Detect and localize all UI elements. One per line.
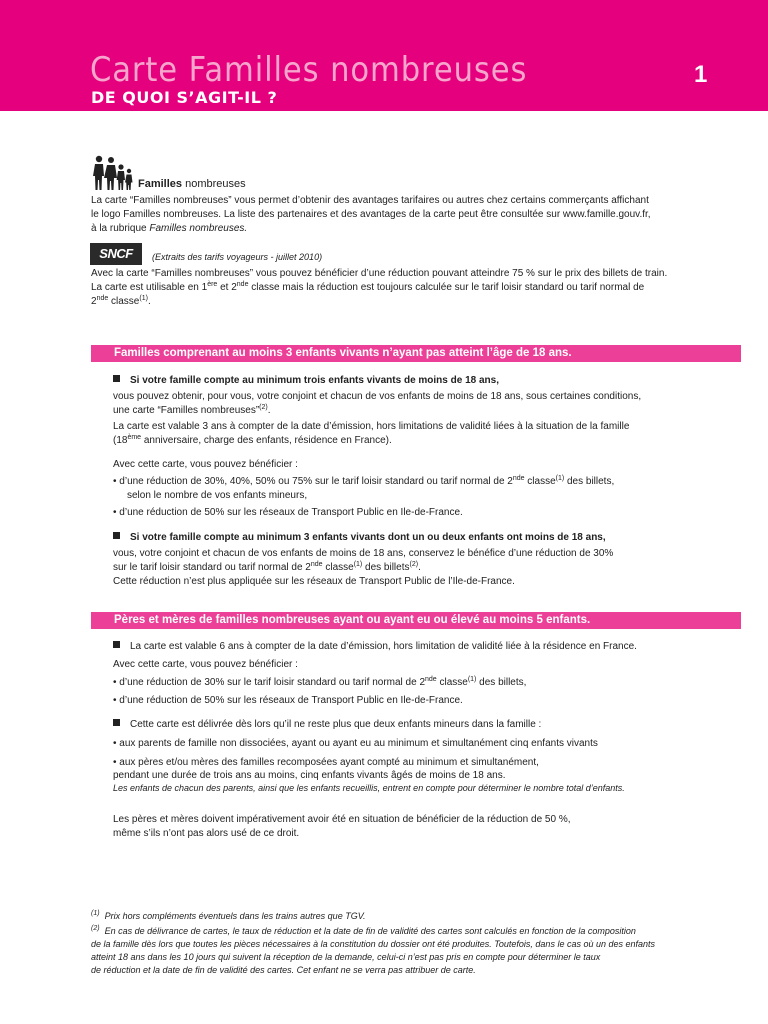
s2-para-4-line-1: Les pères et mères doivent impérativement avoir été en situation de bénéficier de la réduction de 50 %, (113, 814, 571, 825)
square-bullet-icon (113, 641, 120, 648)
s1-b1-line-5: Avec cette carte, vous pouvez bénéficier : (113, 459, 298, 470)
intro-line-1: La carte “Familles nombreuses” vous permet d’obtenir des avantages tarifaires ou autres chez certains commerçants affichant (91, 195, 649, 206)
s1-bullet-2-title: Si votre famille compte au minimum 3 enfants vivants dont un ou deux enfants ont moins de 18 ans, (113, 531, 606, 544)
s1-b1-item-1: • d’une réduction de 30%, 40%, 50% ou 75% sur le tarif loisir standard ou tarif normal de 2nde classe$^{(1)}$ des billets, (113, 475, 615, 487)
page-subtitle: DE QUOI S’AGIT-IL ? (91, 88, 278, 107)
familles-nombreuses-logo-icon (92, 155, 134, 191)
page-number: 1 (694, 61, 708, 88)
square-bullet-icon (113, 719, 120, 726)
square-bullet-icon (113, 375, 120, 382)
s2-para-1: La carte est valable 6 ans à compter de la date d’émission, hors limitation de validité liée à la résidence en France. (113, 640, 637, 653)
intro-line-2: le logo Familles nombreuses. La liste des partenaires et des avantages de la carte peut être consultée sur www.famille.gouv.fr, (91, 209, 651, 220)
s1-b1-item-1-line-2: selon le nombre de vos enfants mineurs, (127, 490, 308, 501)
s1-b1-line-2: une carte “Familles nombreuses”$^{(2)}$. (113, 404, 271, 416)
footnote-2-line-3: atteint 18 ans dans les 10 jours qui suivent la réception de la demande, celui-ci n’est pas pris en compte pour déterminer le taux (91, 952, 601, 962)
footnote-2-line-1: $^{(2)}$ En cas de délivrance de cartes, le taux de réduction et la date de fin de validité des cartes sont calculés en fonction de la composition (91, 925, 636, 936)
sncf-line-3: 2nde classe$^{(1)}$. (91, 295, 151, 307)
header-band (0, 0, 768, 111)
familles-nombreuses-logo-label: Familles nombreuses (138, 178, 246, 190)
s1-b2-line-1: vous, votre conjoint et chacun de vos enfants de moins de 18 ans, conservez le bénéfice d’une réduction de 30% (113, 548, 614, 559)
s1-bullet-1-title: Si votre famille compte au minimum trois enfants vivants de moins de 18 ans, (113, 374, 499, 387)
footnote-2-line-4: de réduction et la date de fin de validité des cartes. Cet enfant ne se verra pas attribuer de carte. (91, 965, 476, 975)
s1-b2-line-3: Cette réduction n’est plus appliquée sur les réseaux de Transport Public de l’Ile-de-France. (113, 576, 515, 587)
s1-b1-line-3: La carte est valable 3 ans à compter de la date d’émission, hors limitations de validité liées à la situation de la famille (113, 421, 630, 432)
s1-b1-line-1: vous pouvez obtenir, pour vous, votre conjoint et chacun de vos enfants de moins de 18 ans, sous certaines conditions, (113, 391, 642, 402)
sncf-line-2: La carte est utilisable en 1ère et 2nde classe mais la réduction est toujours calculée sur le tarif loisir standard ou tarif normal de (91, 281, 645, 293)
s2-item-1: • d’une réduction de 30% sur le tarif loisir standard ou tarif normal de 2nde classe$^{(1)}$ des billets, (113, 676, 527, 688)
s1-b1-line-4: (18ème anniversaire, charge des enfants, résidence en France). (113, 434, 392, 446)
s2-item-4-line-2: pendant une durée de trois ans au moins, cinq enfants vivants âgés de moins de 18 ans. (113, 770, 506, 781)
s2-para-3: Cette carte est délivrée dès lors qu’il ne reste plus que deux enfants mineurs dans la famille : (113, 718, 541, 731)
sncf-tariff-note: (Extraits des tarifs voyageurs - juillet 2010) (152, 252, 323, 262)
intro-line-3: à la rubrique Familles nombreuses. (91, 223, 248, 234)
s2-item-3: • aux parents de famille non dissociées, ayant ou ayant eu au minimum et simultanément cinq enfants vivants (113, 738, 598, 749)
footnote-2-line-2: de la famille dès lors que toutes les pièces nécessaires à la constitution du dossier ont été produites. Toutefois, dans le cas où un des enfants (91, 939, 656, 949)
page-title: Carte Familles nombreuses (90, 50, 528, 90)
section-1-heading: Familles comprenant au moins 3 enfants vivants n’ayant pas atteint l’âge de 18 ans. (91, 345, 741, 362)
s2-para-2: Avec cette carte, vous pouvez bénéficier : (113, 659, 298, 670)
footnote-1: $^{(1)}$ Prix hors compléments éventuels dans les trains autres que TGV. (91, 910, 366, 921)
s2-para-4-line-2: même s’ils n’ont pas alors usé de ce droit. (113, 828, 300, 839)
section-2-heading: Pères et mères de familles nombreuses ayant ou ayant eu ou élevé au moins 5 enfants. (91, 612, 741, 629)
s2-item-4: • aux pères et/ou mères des familles recomposées ayant compté au minimum et simultanément, (113, 757, 539, 768)
square-bullet-icon (113, 532, 120, 539)
s2-item-4-note: Les enfants de chacun des parents, ainsi que les enfants recueillis, entrent en compte pour déterminer le nombre total d’enfants. (113, 783, 625, 793)
s1-b2-line-2: sur le tarif loisir standard ou tarif normal de 2nde classe$^{(1)}$ des billets$^{(2)}$. (113, 561, 421, 573)
s1-b1-item-2: • d’une réduction de 50% sur les réseaux de Transport Public en Ile-de-France. (113, 507, 463, 518)
sncf-logo: SNCF (90, 243, 142, 265)
s2-item-2: • d’une réduction de 50% sur les réseaux de Transport Public en Ile-de-France. (113, 695, 463, 706)
sncf-line-1: Avec la carte “Familles nombreuses” vous pouvez bénéficier d’une réduction pouvant atteindre 75 % sur le prix des billets de train. (91, 268, 668, 279)
